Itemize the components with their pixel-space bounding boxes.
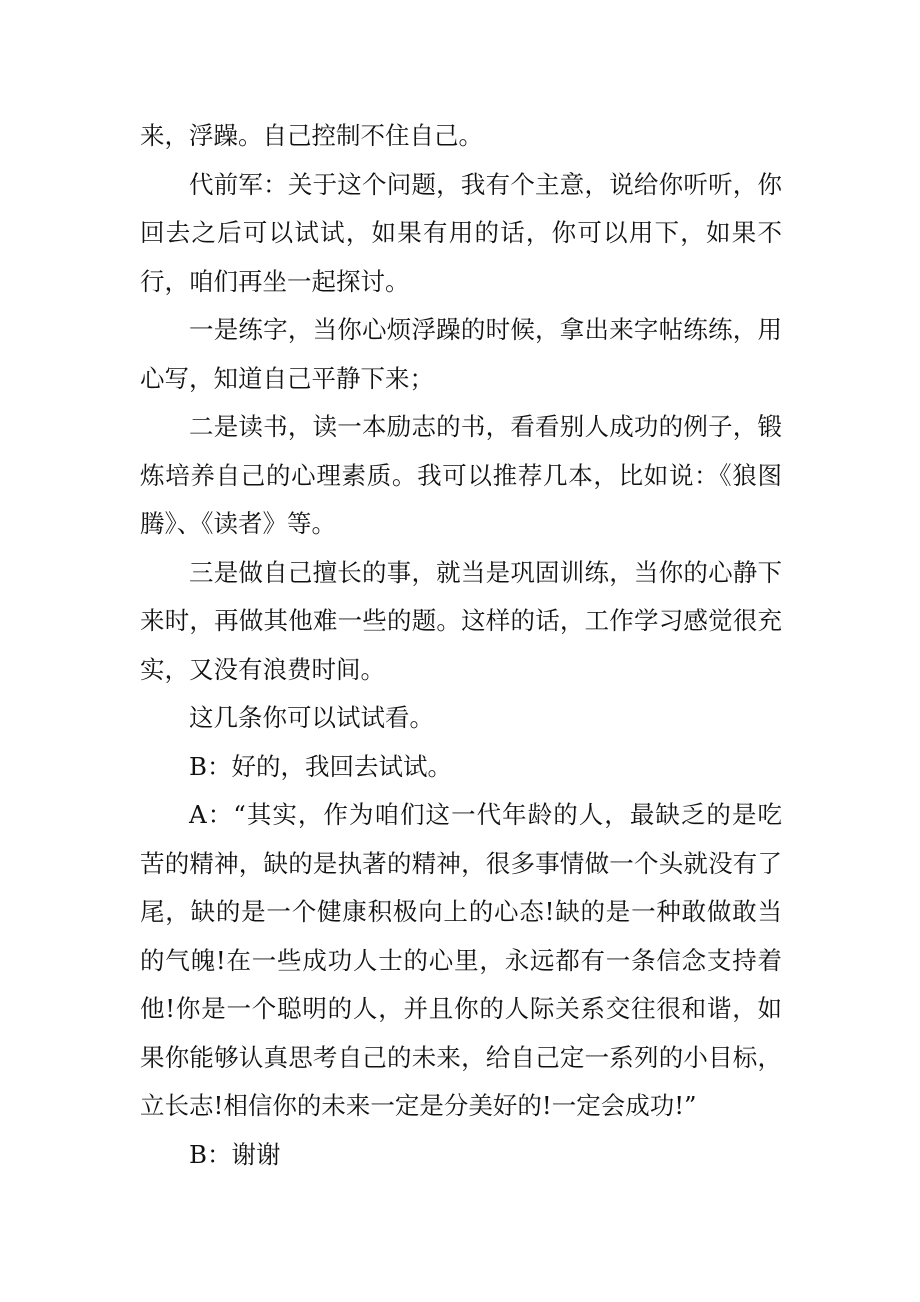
document-body: [140, 112, 782, 1179]
paragraph-dai-qianjun-suggestion: 代前军：关于这个问题，我有个主意，说给你听听，你回去之后可以试试，如果有用的话，你可以用下，如果不行，咱们再坐一起探讨。: [140, 169, 782, 296]
paragraph-try-these: 这几条你可以试试看。: [189, 703, 434, 732]
paragraph-practice-calligraphy: 一是练字，当你心烦浮躁的时候，拿出来字帖练练，用心写，知道自己平静下来；: [140, 315, 782, 393]
paragraph-b-thanks: B：谢谢: [189, 1139, 281, 1169]
paragraph-do-strengths: 三是做自己擅长的事，就当是巩固训练，当你的心静下来时，再做其他难一些的题。这样的话，工作学习感觉很充实，又没有浪费时间。: [140, 557, 782, 684]
paragraph-continuation: 来，浮躁。自己控制不住自己。: [140, 121, 483, 150]
paragraph-b-reply: B：好的，我回去试试。: [189, 751, 453, 781]
paragraph-a-advice: A：“其实，作为咱们这一代年龄的人，最缺乏的是吃苦的精神，缺的是执著的精神，很多事情做一个头就没有了尾，缺的是一个健康积极向上的心态!缺的是一种敢做敢当的气魄!在一些成功人士的心里，永远都有一条信念支持着他!你是一个聪明的人，并且你的人际关系交往很和谐，如果你能够认真思考自己的未来，给自己定一系列的小目标，立长志!相信你的未来一定是分美好的!一定会成功!”: [140, 800, 782, 1120]
paragraph-read-books: 二是读书，读一本励志的书，看看别人成功的例子，锻炼培养自己的心理素质。我可以推荐几本，比如说：《狼图腾》、《读者》等。: [140, 412, 782, 538]
